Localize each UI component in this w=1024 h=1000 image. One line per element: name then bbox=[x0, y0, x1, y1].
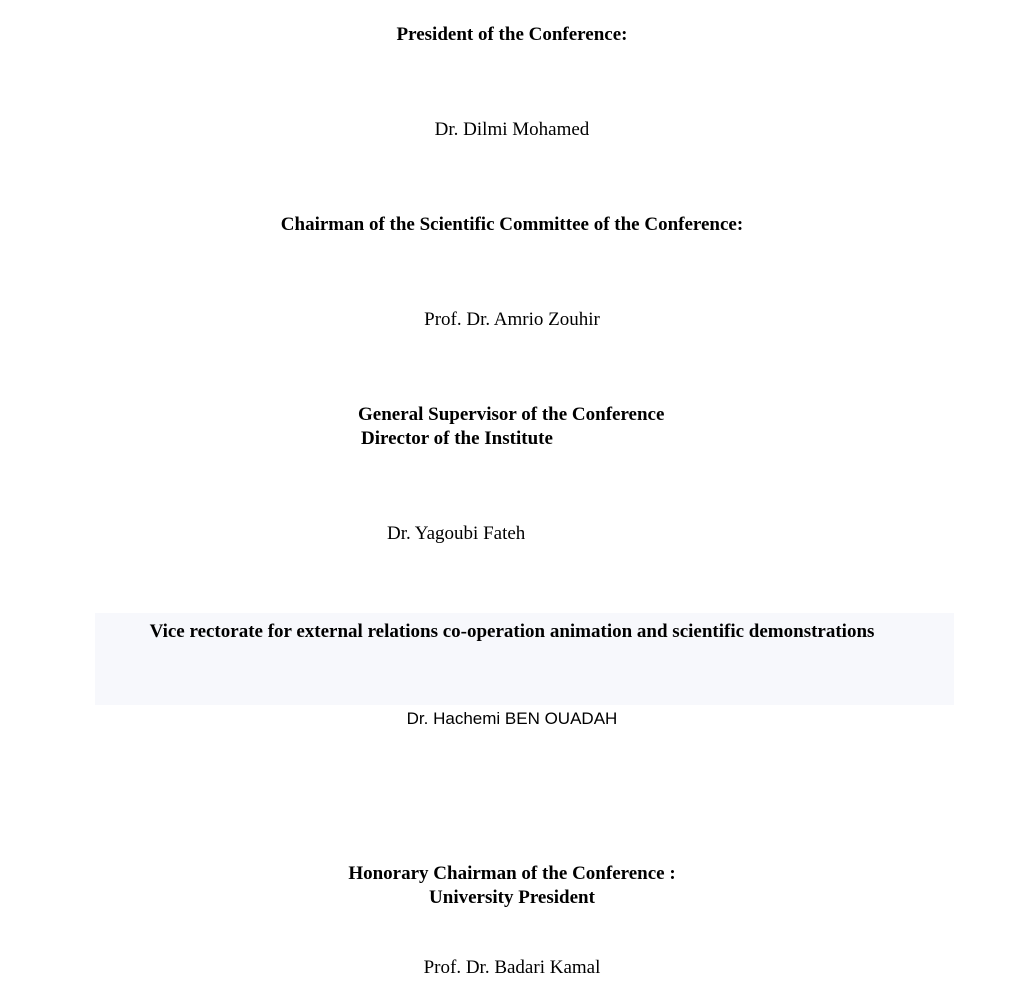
scientific-committee-chair-name: Prof. Dr. Amrio Zouhir bbox=[424, 309, 600, 330]
honorary-chairman-heading: Honorary Chairman of the Conference : bbox=[348, 863, 676, 884]
president-name: Dr. Dilmi Mohamed bbox=[434, 119, 590, 140]
university-president-heading: University President bbox=[429, 887, 595, 908]
general-supervisor-heading: General Supervisor of the Conference bbox=[358, 404, 665, 425]
scientific-committee-heading: Chairman of the Scientific Committee of the Conference: bbox=[280, 214, 744, 235]
institute-director-heading: Director of the Institute bbox=[361, 428, 553, 449]
vice-rectorate-heading: Vice rectorate for external relations co-operation animation and scientific demonstrations bbox=[149, 621, 875, 642]
general-supervisor-name: Dr. Yagoubi Fateh bbox=[387, 523, 526, 544]
vice-rectorate-name: Dr. Hachemi BEN OUADAH bbox=[406, 709, 618, 728]
president-heading: President of the Conference: bbox=[396, 24, 628, 45]
honorary-chairman-name: Prof. Dr. Badari Kamal bbox=[423, 957, 601, 978]
